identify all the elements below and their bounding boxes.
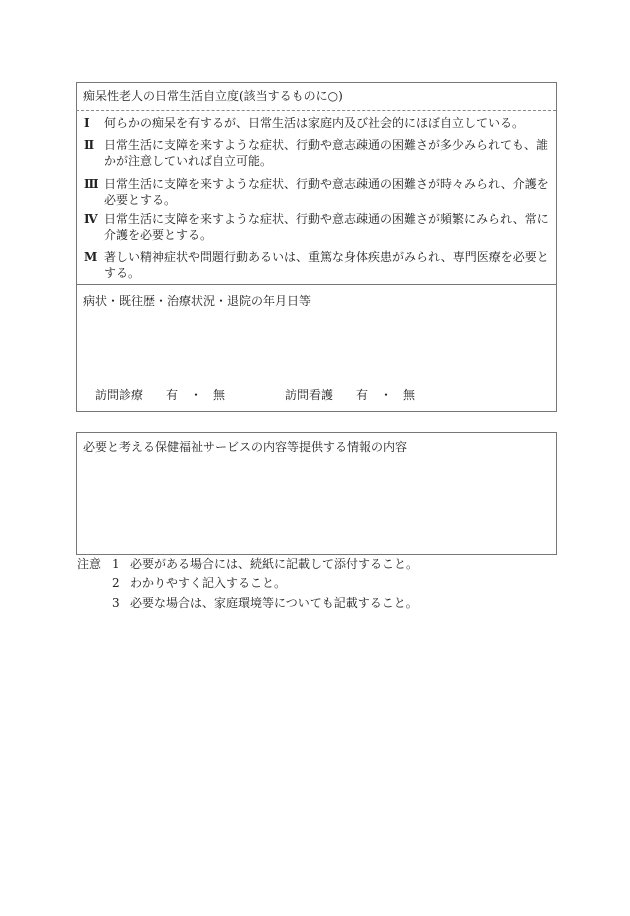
note-text: 必要がある場合には、続紙に記載して添付すること。 (130, 557, 419, 571)
level-label: Ⅲ (84, 177, 99, 191)
form-box-main (76, 82, 557, 412)
note-number: 3 (112, 596, 120, 610)
dementia-title: 痴呆性老人の日常生活自立度(該当するものに○) (83, 89, 343, 103)
home-visit-nursing-no[interactable]: 無 (403, 388, 416, 402)
dashed-divider (76, 110, 556, 111)
home-visit-medical-label: 訪問診療 (95, 388, 144, 402)
level-label: Ⅰ (84, 116, 90, 130)
level-label: Ⅳ (84, 212, 98, 226)
level-text: 何らかの痴呆を有するが、日常生活は家庭内及び社会的にほぼ自立している。 (104, 116, 525, 130)
section-divider (76, 284, 556, 285)
note-text: 必要な場合は、家庭環境等についても記載すること。 (130, 596, 418, 610)
level-text: 日常生活に支障を来すような症状、行動や意志疎通の困難さが時々みられ、介護を必要とする。 (104, 177, 549, 207)
level-text: 著しい精神症状や問題行動あるいは、重篤な身体疾患がみられ、専門医療を必要とする。 (104, 250, 549, 280)
home-visit-medical-no[interactable]: 無 (213, 388, 226, 402)
level-text: 日常生活に支障を来すような症状、行動や意志疎通の困難さが多少みられても、誰かが注意していれば自立可能。 (104, 138, 549, 168)
home-visit-medical-yes[interactable]: 有 (166, 388, 179, 402)
services-title: 必要と考える保健福祉サービスの内容等提供する情報の内容 (83, 440, 408, 454)
history-title: 病状・既往歴・治療状況・退院の年月日等 (83, 294, 312, 308)
note-text: わかりやすく記入すること。 (130, 576, 287, 590)
level-label: Ⅱ (84, 138, 95, 152)
notes-label: 注意 (77, 557, 102, 571)
note-number: 1 (112, 557, 120, 571)
home-visit-nursing-yes[interactable]: 有 (356, 388, 369, 402)
separator: ・ (190, 388, 203, 402)
home-visit-nursing-label: 訪問看護 (285, 388, 334, 402)
level-text: 日常生活に支障を来すような症状、行動や意志疎通の困難さが頻繁にみられ、常に介護を必要とする。 (104, 212, 549, 242)
separator: ・ (380, 388, 393, 402)
level-label: M (84, 250, 98, 264)
note-number: 2 (112, 576, 120, 590)
